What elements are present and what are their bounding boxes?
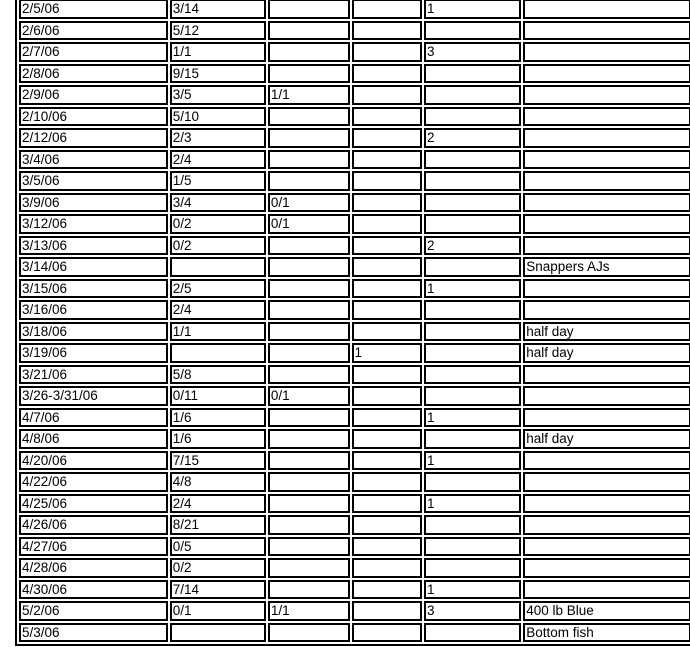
table-row <box>19 214 690 234</box>
column-c-cell <box>352 0 422 19</box>
table-row <box>19 429 690 449</box>
notes-cell <box>523 128 690 148</box>
notes-cell <box>523 537 690 557</box>
table-row <box>19 236 690 256</box>
column-c-cell <box>352 623 422 643</box>
table-row <box>19 343 690 363</box>
column-a-cell: 2/4 <box>170 494 266 514</box>
date-cell: 3/12/06 <box>19 214 168 234</box>
column-a-cell: 1/6 <box>170 408 266 428</box>
date-cell: 4/27/06 <box>19 537 168 557</box>
column-d-cell <box>424 623 521 643</box>
column-c-cell <box>352 472 422 492</box>
column-c-cell <box>352 64 422 84</box>
column-a-cell: 1/6 <box>170 429 266 449</box>
column-d-cell <box>424 193 521 213</box>
table-row <box>19 279 690 299</box>
column-b-cell: 0/1 <box>268 193 350 213</box>
column-a-cell: 5/12 <box>170 21 266 41</box>
column-c-cell <box>352 300 422 320</box>
column-a-cell: 8/21 <box>170 515 266 535</box>
column-d-cell <box>424 107 521 127</box>
column-c-cell <box>352 429 422 449</box>
table-row <box>19 150 690 170</box>
date-cell: 3/26-3/31/06 <box>19 386 168 406</box>
column-a-cell: 3/14 <box>170 0 266 19</box>
column-d-cell <box>424 64 521 84</box>
column-d-cell: 1 <box>424 279 521 299</box>
column-b-cell: 0/1 <box>268 214 350 234</box>
date-cell: 4/25/06 <box>19 494 168 514</box>
column-c-cell <box>352 279 422 299</box>
column-c-cell <box>352 236 422 256</box>
column-a-cell: 7/14 <box>170 580 266 600</box>
column-c-cell <box>352 580 422 600</box>
column-b-cell <box>268 537 350 557</box>
column-d-cell <box>424 85 521 105</box>
column-a-cell <box>170 623 266 643</box>
notes-cell <box>523 515 690 535</box>
column-b-cell <box>268 128 350 148</box>
date-cell: 4/8/06 <box>19 429 168 449</box>
date-cell: 3/4/06 <box>19 150 168 170</box>
column-d-cell <box>424 257 521 277</box>
table-row <box>19 386 690 406</box>
table-row <box>19 322 690 342</box>
column-c-cell <box>352 515 422 535</box>
table-row <box>19 515 690 535</box>
column-d-cell: 2 <box>424 236 521 256</box>
date-cell: 4/20/06 <box>19 451 168 471</box>
date-cell: 2/10/06 <box>19 107 168 127</box>
fishing-log-body <box>19 0 690 642</box>
column-d-cell <box>424 429 521 449</box>
notes-cell <box>523 580 690 600</box>
column-a-cell: 0/2 <box>170 558 266 578</box>
column-c-cell <box>352 21 422 41</box>
column-c-cell <box>352 537 422 557</box>
notes-cell: Snappers AJs <box>523 257 690 277</box>
column-a-cell: 2/3 <box>170 128 266 148</box>
column-d-cell <box>424 214 521 234</box>
table-row <box>19 64 690 84</box>
column-d-cell <box>424 171 521 191</box>
date-cell: 2/12/06 <box>19 128 168 148</box>
table-row <box>19 558 690 578</box>
column-b-cell: 0/1 <box>268 386 350 406</box>
column-a-cell: 3/5 <box>170 85 266 105</box>
column-b-cell <box>268 408 350 428</box>
notes-cell: 400 lb Blue <box>523 601 690 621</box>
column-b-cell <box>268 236 350 256</box>
date-cell: 4/30/06 <box>19 580 168 600</box>
table-row <box>19 300 690 320</box>
notes-cell <box>523 451 690 471</box>
date-cell: 3/5/06 <box>19 171 168 191</box>
notes-cell <box>523 300 690 320</box>
column-c-cell <box>352 322 422 342</box>
column-b-cell <box>268 580 350 600</box>
date-cell: 4/22/06 <box>19 472 168 492</box>
date-cell: 2/6/06 <box>19 21 168 41</box>
column-a-cell: 4/8 <box>170 472 266 492</box>
column-c-cell <box>352 150 422 170</box>
column-b-cell <box>268 64 350 84</box>
table-row <box>19 494 690 514</box>
column-c-cell <box>352 42 422 62</box>
column-d-cell <box>424 386 521 406</box>
column-c-cell <box>352 193 422 213</box>
column-b-cell <box>268 558 350 578</box>
column-c-cell <box>352 408 422 428</box>
column-c-cell <box>352 85 422 105</box>
column-c-cell <box>352 128 422 148</box>
date-cell: 4/7/06 <box>19 408 168 428</box>
date-cell: 4/26/06 <box>19 515 168 535</box>
column-c-cell <box>352 451 422 471</box>
column-a-cell: 5/10 <box>170 107 266 127</box>
date-cell: 3/21/06 <box>19 365 168 385</box>
column-b-cell <box>268 279 350 299</box>
column-d-cell <box>424 365 521 385</box>
column-b-cell <box>268 515 350 535</box>
column-b-cell <box>268 429 350 449</box>
column-d-cell: 1 <box>424 494 521 514</box>
table-row <box>19 42 690 62</box>
column-c-cell <box>352 214 422 234</box>
notes-cell <box>523 171 690 191</box>
fishing-log-table-container <box>15 0 690 646</box>
column-d-cell: 2 <box>424 128 521 148</box>
date-cell: 3/14/06 <box>19 257 168 277</box>
column-b-cell <box>268 623 350 643</box>
notes-cell <box>523 107 690 127</box>
table-row <box>19 171 690 191</box>
column-b-cell: 1/1 <box>268 601 350 621</box>
column-a-cell: 2/4 <box>170 300 266 320</box>
column-d-cell: 3 <box>424 601 521 621</box>
table-row <box>19 408 690 428</box>
notes-cell <box>523 558 690 578</box>
date-cell: 2/5/06 <box>19 0 168 19</box>
notes-cell <box>523 85 690 105</box>
column-a-cell: 2/4 <box>170 150 266 170</box>
column-b-cell <box>268 494 350 514</box>
column-d-cell: 3 <box>424 42 521 62</box>
column-a-cell: 7/15 <box>170 451 266 471</box>
column-c-cell <box>352 107 422 127</box>
column-d-cell <box>424 515 521 535</box>
column-c-cell <box>352 386 422 406</box>
notes-cell <box>523 21 690 41</box>
notes-cell <box>523 150 690 170</box>
column-a-cell: 1/1 <box>170 42 266 62</box>
column-b-cell <box>268 107 350 127</box>
column-c-cell <box>352 494 422 514</box>
column-d-cell: 1 <box>424 0 521 19</box>
column-a-cell: 0/11 <box>170 386 266 406</box>
column-b-cell <box>268 21 350 41</box>
table-row <box>19 0 690 19</box>
column-b-cell: 1/1 <box>268 85 350 105</box>
column-a-cell: 0/1 <box>170 601 266 621</box>
column-d-cell <box>424 472 521 492</box>
column-b-cell <box>268 322 350 342</box>
date-cell: 3/15/06 <box>19 279 168 299</box>
column-c-cell <box>352 558 422 578</box>
date-cell: 5/2/06 <box>19 601 168 621</box>
column-d-cell <box>424 150 521 170</box>
notes-cell <box>523 0 690 19</box>
column-c-cell <box>352 257 422 277</box>
date-cell: 4/28/06 <box>19 558 168 578</box>
column-a-cell <box>170 257 266 277</box>
notes-cell <box>523 279 690 299</box>
date-cell: 3/16/06 <box>19 300 168 320</box>
column-b-cell <box>268 171 350 191</box>
notes-cell <box>523 42 690 62</box>
notes-cell <box>523 64 690 84</box>
notes-cell <box>523 193 690 213</box>
date-cell: 2/8/06 <box>19 64 168 84</box>
table-row <box>19 128 690 148</box>
column-b-cell <box>268 150 350 170</box>
notes-cell <box>523 386 690 406</box>
column-a-cell: 5/8 <box>170 365 266 385</box>
column-d-cell <box>424 322 521 342</box>
notes-cell: half day <box>523 322 690 342</box>
table-row <box>19 85 690 105</box>
date-cell: 2/9/06 <box>19 85 168 105</box>
notes-cell: Bottom fish <box>523 623 690 643</box>
notes-cell <box>523 214 690 234</box>
table-row <box>19 21 690 41</box>
column-b-cell <box>268 472 350 492</box>
column-a-cell: 0/2 <box>170 236 266 256</box>
column-a-cell: 2/5 <box>170 279 266 299</box>
notes-cell: half day <box>523 343 690 363</box>
notes-cell <box>523 472 690 492</box>
table-row <box>19 623 690 643</box>
date-cell: 3/9/06 <box>19 193 168 213</box>
column-d-cell: 1 <box>424 408 521 428</box>
column-b-cell <box>268 343 350 363</box>
column-d-cell: 1 <box>424 580 521 600</box>
column-b-cell <box>268 0 350 19</box>
column-b-cell <box>268 365 350 385</box>
column-c-cell <box>352 171 422 191</box>
notes-cell <box>523 236 690 256</box>
column-a-cell: 1/5 <box>170 171 266 191</box>
notes-cell <box>523 365 690 385</box>
column-d-cell <box>424 300 521 320</box>
date-cell: 2/7/06 <box>19 42 168 62</box>
table-row <box>19 257 690 277</box>
date-cell: 3/19/06 <box>19 343 168 363</box>
column-a-cell: 1/1 <box>170 322 266 342</box>
column-a-cell <box>170 343 266 363</box>
table-row <box>19 193 690 213</box>
column-a-cell: 9/15 <box>170 64 266 84</box>
column-a-cell: 0/5 <box>170 537 266 557</box>
column-d-cell <box>424 558 521 578</box>
fishing-log-table <box>15 0 690 646</box>
column-d-cell <box>424 343 521 363</box>
date-cell: 3/18/06 <box>19 322 168 342</box>
table-row <box>19 580 690 600</box>
column-c-cell: 1 <box>352 343 422 363</box>
table-row <box>19 107 690 127</box>
column-a-cell: 0/2 <box>170 214 266 234</box>
column-a-cell: 3/4 <box>170 193 266 213</box>
notes-cell: half day <box>523 429 690 449</box>
column-b-cell <box>268 257 350 277</box>
table-row <box>19 537 690 557</box>
table-row <box>19 601 690 621</box>
column-c-cell <box>352 601 422 621</box>
date-cell: 3/13/06 <box>19 236 168 256</box>
date-cell: 5/3/06 <box>19 623 168 643</box>
column-b-cell <box>268 300 350 320</box>
column-c-cell <box>352 365 422 385</box>
notes-cell <box>523 494 690 514</box>
column-d-cell <box>424 21 521 41</box>
column-b-cell <box>268 42 350 62</box>
table-row <box>19 472 690 492</box>
notes-cell <box>523 408 690 428</box>
column-d-cell <box>424 537 521 557</box>
column-b-cell <box>268 451 350 471</box>
table-row <box>19 365 690 385</box>
column-d-cell: 1 <box>424 451 521 471</box>
table-row <box>19 451 690 471</box>
